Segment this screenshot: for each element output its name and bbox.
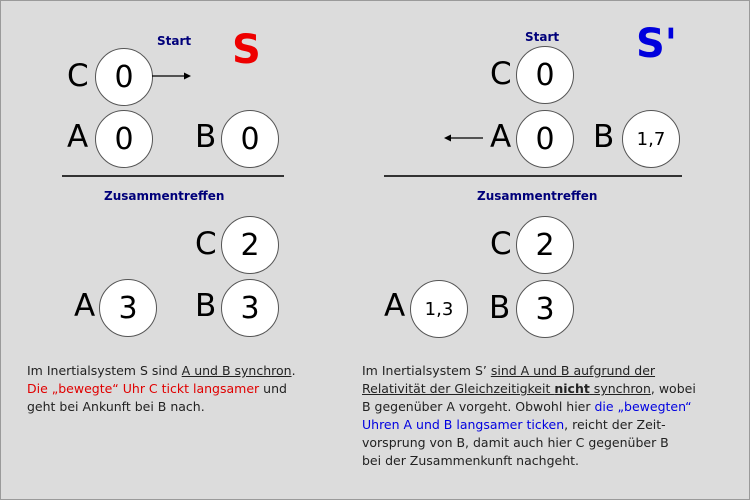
right-clock-a-letter: A xyxy=(490,119,512,155)
left-text-line1-end: . xyxy=(291,363,296,378)
right-after-b-letter: B xyxy=(489,290,511,326)
left-after-clock-b xyxy=(221,279,279,337)
right-text-line4-rest: , reicht der Zeit- xyxy=(564,417,666,432)
right-text-line2-underlined: Relativität der Gleichzeitigkeit xyxy=(362,381,555,396)
right-clock-c-value: 0 xyxy=(535,57,555,93)
right-after-a-value: 1,3 xyxy=(424,298,454,320)
left-clock-c xyxy=(95,48,153,106)
right-clock-a xyxy=(516,110,574,168)
right-text-line2-underlined-end: synchron xyxy=(589,381,651,396)
left-clock-a-value: 0 xyxy=(114,121,134,157)
left-after-b-letter: B xyxy=(195,288,217,324)
right-text-line6: bei der Zusammenkunft nachgeht. xyxy=(362,453,579,468)
right-clock-c-letter: C xyxy=(490,56,512,92)
right-text-line3: B gegenüber A vorgeht. Obwohl hier xyxy=(362,399,595,414)
right-text-line1-underlined: sind A und B aufgrund der xyxy=(490,363,656,378)
left-after-b-value: 3 xyxy=(240,290,260,326)
right-clock-b-value: 1,7 xyxy=(636,128,666,150)
right-after-clock-b xyxy=(516,280,574,338)
left-after-clock-c xyxy=(221,216,279,274)
right-text-line1: Im Inertialsystem S’ xyxy=(362,363,491,378)
left-explanation-text xyxy=(27,362,347,416)
left-clock-a-letter: A xyxy=(67,119,89,155)
left-after-clock-a xyxy=(99,279,157,337)
left-after-c-value: 2 xyxy=(240,227,260,263)
right-system-label: S' xyxy=(636,21,678,67)
right-after-c-letter: C xyxy=(490,226,512,262)
left-system-label: S xyxy=(232,27,261,73)
right-start-label: Start xyxy=(525,30,560,44)
right-text-nicht: nicht xyxy=(554,381,590,396)
right-clock-a-value: 0 xyxy=(535,121,555,157)
left-divider-line xyxy=(62,175,284,177)
left-clock-b xyxy=(221,110,279,168)
right-after-clock-c xyxy=(516,216,574,274)
right-clock-b-letter: B xyxy=(593,119,615,155)
right-clock-c xyxy=(516,46,574,104)
right-motion-arrow-icon xyxy=(443,132,485,144)
left-after-a-letter: A xyxy=(74,288,96,324)
left-text-line1: Im Inertialsystem S sind xyxy=(27,363,182,378)
left-after-c-letter: C xyxy=(195,226,217,262)
right-text-line4-blue: Uhren A und B langsamer ticken xyxy=(362,417,565,432)
right-after-clock-a xyxy=(410,280,468,338)
left-meeting-label: Zusammentreffen xyxy=(104,189,225,203)
left-text-line2-rest: und xyxy=(259,381,287,396)
right-explanation-text xyxy=(362,362,742,470)
left-text-red: Die „bewegte“ Uhr C tickt langsamer xyxy=(27,381,260,396)
left-motion-arrow-icon xyxy=(150,70,192,82)
left-clock-c-letter: C xyxy=(67,58,89,94)
right-after-a-letter: A xyxy=(384,288,406,324)
right-text-line2-rest: , wobei xyxy=(650,381,696,396)
right-clock-b xyxy=(622,110,680,168)
left-after-a-value: 3 xyxy=(118,290,138,326)
left-text-line3: geht bei Ankunft bei B nach. xyxy=(27,399,205,414)
right-divider-line xyxy=(384,175,682,177)
right-text-line5: vorsprung von B, damit auch hier C gegenüber B xyxy=(362,435,669,450)
left-start-label: Start xyxy=(157,34,192,48)
right-text-line3-blue: die „bewegten“ xyxy=(594,399,692,414)
left-clock-a xyxy=(95,110,153,168)
left-text-underlined: A und B synchron xyxy=(181,363,292,378)
right-after-c-value: 2 xyxy=(535,227,555,263)
left-clock-c-value: 0 xyxy=(114,59,134,95)
left-clock-b-value: 0 xyxy=(240,121,260,157)
right-meeting-label: Zusammentreffen xyxy=(477,189,598,203)
right-after-b-value: 3 xyxy=(535,291,555,327)
left-clock-b-letter: B xyxy=(195,119,217,155)
